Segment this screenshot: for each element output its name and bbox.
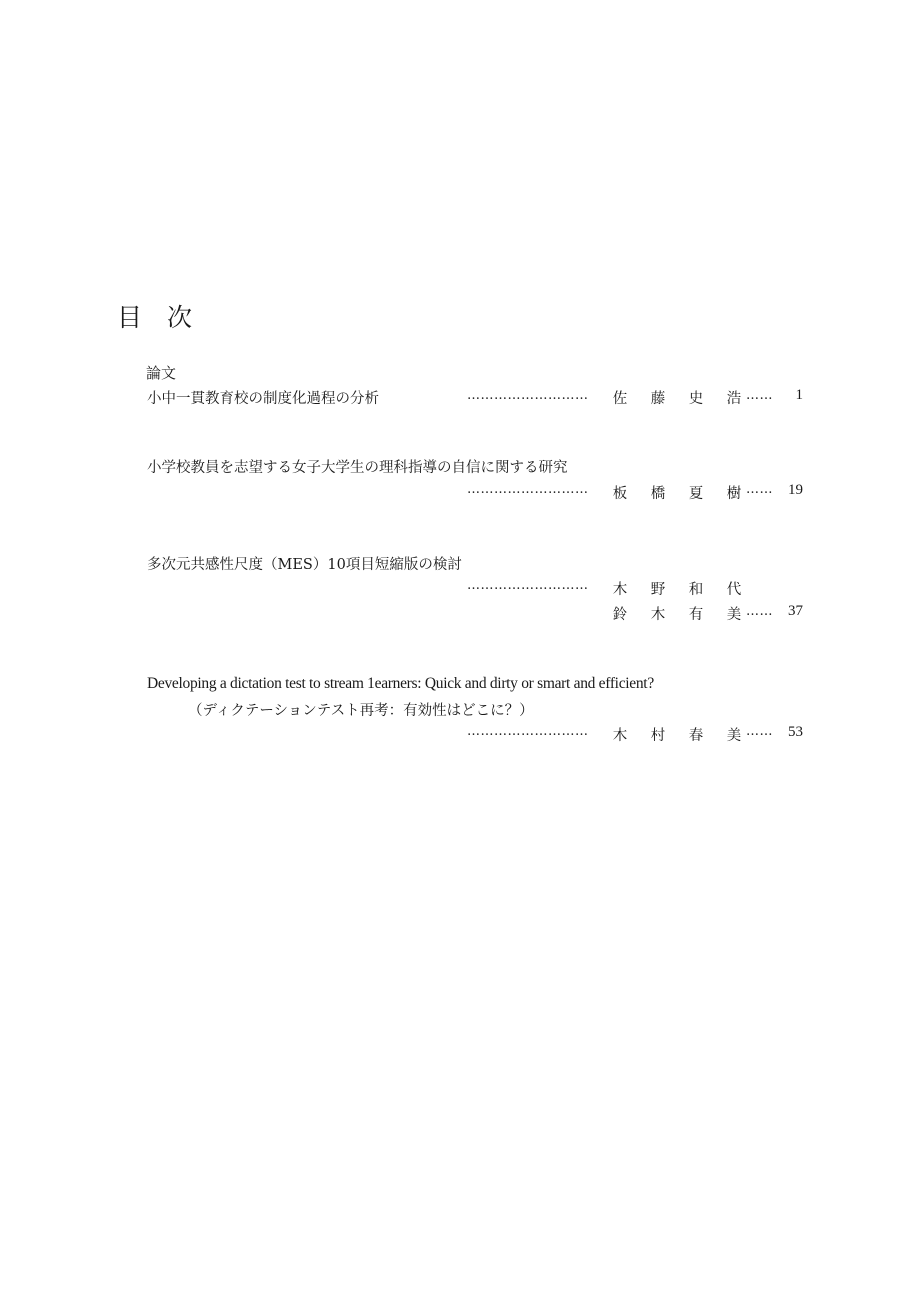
entry-title: Developing a dictation test to stream 1earners: Quick and dirty or smart and efficient? — [147, 675, 654, 692]
leader-dots: ……………………… — [467, 482, 589, 497]
page-leader: …… — [746, 604, 773, 619]
entry-author: 佐 藤 史 浩 — [612, 391, 742, 407]
entry-author: 鈴 木 有 美 — [612, 607, 742, 623]
entry-author: 木 村 春 美 — [612, 728, 742, 744]
page-leader: …… — [746, 482, 773, 497]
page-number: 1 — [795, 387, 803, 403]
page-number: 37 — [788, 603, 803, 619]
page-leader: …… — [746, 724, 773, 739]
toc-heading: 目 次 — [117, 303, 193, 332]
page-number: 19 — [788, 482, 803, 498]
leader-dots: ……………………… — [467, 578, 589, 593]
page-number: 53 — [788, 724, 803, 740]
page-leader: …… — [746, 388, 773, 403]
leader-dots: ……………………… — [467, 388, 589, 403]
entry-title: 小学校教員を志望する女子大学生の理科指導の自信に関する研究 — [147, 460, 568, 476]
section-label: 論文 — [146, 364, 177, 382]
entry-title: 多次元共感性尺度（MES）10項目短縮版の検討 — [147, 557, 462, 573]
entry-author: 木 野 和 代 — [612, 582, 742, 598]
entry-author: 板 橋 夏 樹 — [612, 486, 742, 502]
leader-dots: ……………………… — [467, 724, 589, 739]
entry-subtitle: （ディクテーションテスト再考：有効性はどこに？） — [188, 703, 534, 719]
entry-title: 小中一貫教育校の制度化過程の分析 — [147, 391, 379, 407]
